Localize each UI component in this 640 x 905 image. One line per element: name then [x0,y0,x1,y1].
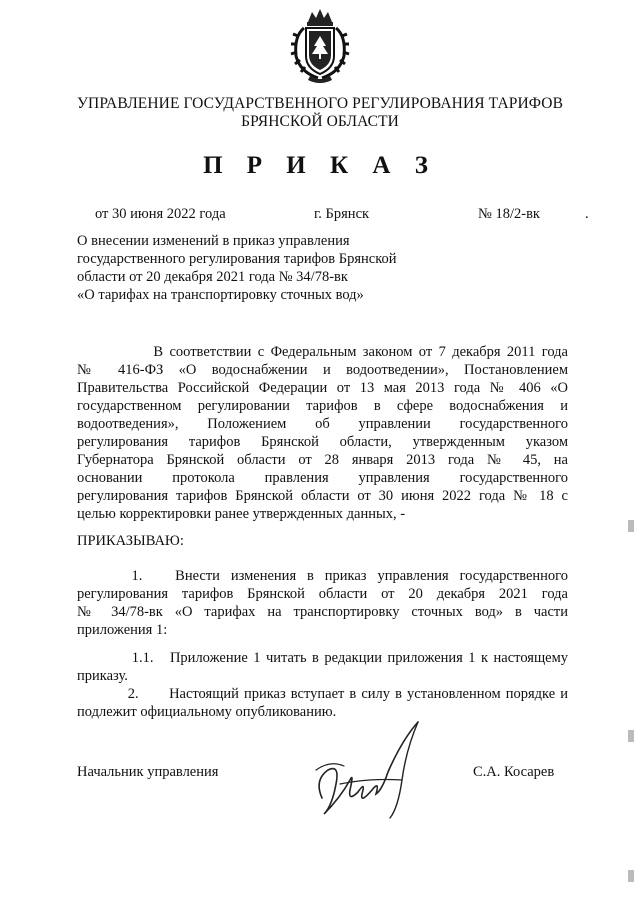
item-line: 2. Настоящий приказ вступает в силу в установленном порядке и [77,686,568,702]
preamble-line: № 416-ФЗ «О водоснабжении и водоотведении», Постановлением [77,362,568,378]
scan-edge-mark [628,730,634,742]
organization-name-line-1: УПРАВЛЕНИЕ ГОСУДАРСТВЕННОГО РЕГУЛИРОВАНИЯ ТАРИФОВ [76,95,564,112]
subject-line: О внесении изменений в приказ управления [77,233,350,249]
preamble-line: В соответствии с Федеральным законом от 7 декабря 2011 года [77,344,568,360]
order-item-1 [77,567,568,639]
item-line: 1. Внести изменения в приказ управления государственного [77,568,568,584]
subject-line: области от 20 декабря 2021 года № 34/78-вк [77,269,348,285]
bryansk-coat-of-arms-icon [288,6,352,84]
subject-line: «О тарифах на транспортировку сточных вод» [77,287,364,303]
item-line: 1.1. Приложение 1 читать в редакции приложения 1 к настоящему [77,650,568,666]
item-line: регулирования тарифов Брянской области от 20 декабря 2021 года [77,586,568,602]
preamble-paragraph [77,343,568,523]
signatory-name: С.А. Косарев [473,764,555,780]
handwritten-signature-icon [310,710,450,825]
preamble-line: основании протокола правления управления государственного [77,470,568,486]
item-line: № 34/78-вк «О тарифах на транспортировку сточных вод» в части [77,604,568,620]
scan-edge-mark [628,520,634,532]
scan-edge-mark [628,870,634,882]
organization-name-line-2: БРЯНСКОЙ ОБЛАСТИ [241,113,399,130]
order-command: ПРИКАЗЫВАЮ: [77,533,184,549]
preamble-line: Губернатора Брянской области от 28 января 2013 года № 45, на [77,452,568,468]
stray-dot: . [585,206,589,222]
preamble-line: регулирования тарифов Брянской области, утвержденным указом [77,434,568,450]
item-line: приказу. [77,668,128,684]
preamble-line: государственном регулировании тарифов в сфере водоснабжения и [77,398,568,414]
order-subject [77,232,437,304]
subject-line: государственного регулирования тарифов Брянской [77,251,397,267]
item-line: приложения 1: [77,622,168,638]
order-date: от 30 июня 2022 года [95,206,226,222]
preamble-line: Правительства Российской Федерации от 13 мая 2013 года № 406 «О [77,380,568,396]
order-item-1-1 [77,649,568,685]
order-city: г. Брянск [314,206,370,222]
order-number: № 18/2-вк [478,206,540,222]
signatory-position: Начальник управления [77,764,219,780]
preamble-line: водоотведения», Положением об управлении государственного [77,416,568,432]
preamble-line: целью корректировки ранее утвержденных данных, - [77,506,406,522]
preamble-line: регулирования тарифов Брянской области от 30 июня 2022 года № 18 с [77,488,568,504]
document-title: П Р И К А З [203,152,437,179]
item-line: подлежит официальному опубликованию. [77,704,337,720]
